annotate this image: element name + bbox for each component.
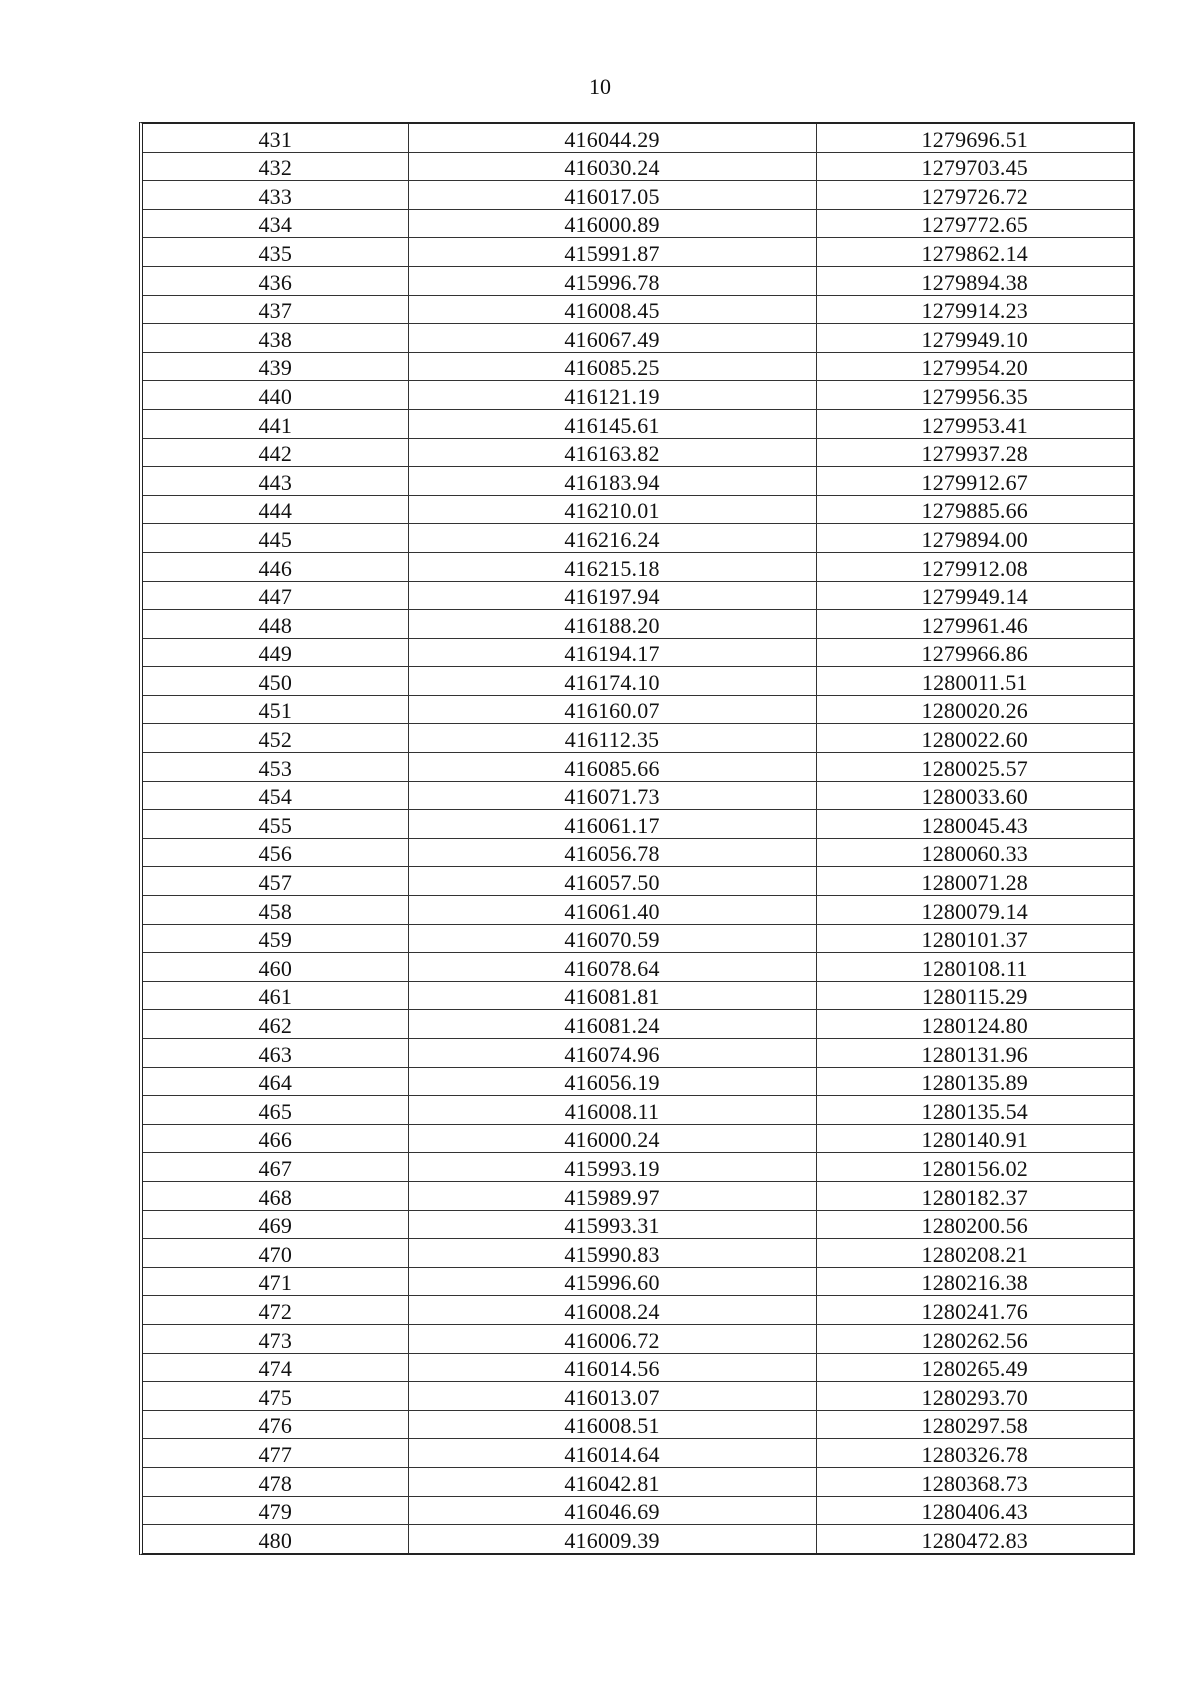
point-number-cell: 465: [143, 1096, 408, 1125]
table-row: [143, 667, 1133, 696]
point-number-cell: 462: [143, 1010, 408, 1039]
y-coordinate-cell: 1279862.14: [816, 238, 1133, 267]
y-coordinate-cell: 1280011.51: [816, 667, 1133, 696]
point-number-cell: 478: [143, 1467, 408, 1496]
y-coordinate-cell: 1279966.86: [816, 638, 1133, 667]
x-coordinate-cell: 416067.49: [408, 324, 816, 353]
table-row: [143, 1353, 1133, 1382]
table-row: [143, 953, 1133, 982]
x-coordinate-cell: 416009.39: [408, 1525, 816, 1553]
table-row: [143, 324, 1133, 353]
x-coordinate-cell: 416008.24: [408, 1296, 816, 1325]
y-coordinate-cell: 1280135.54: [816, 1096, 1133, 1125]
table-row: [143, 1096, 1133, 1125]
table-row: [143, 981, 1133, 1010]
point-number-cell: 447: [143, 581, 408, 610]
y-coordinate-cell: 1280265.49: [816, 1353, 1133, 1382]
x-coordinate-cell: 415993.19: [408, 1153, 816, 1182]
y-coordinate-cell: 1280124.80: [816, 1010, 1133, 1039]
point-number-cell: 461: [143, 981, 408, 1010]
x-coordinate-cell: 416216.24: [408, 524, 816, 553]
table-row: [143, 238, 1133, 267]
x-coordinate-cell: 416014.56: [408, 1353, 816, 1382]
point-number-cell: 464: [143, 1067, 408, 1096]
y-coordinate-cell: 1280241.76: [816, 1296, 1133, 1325]
x-coordinate-cell: 416160.07: [408, 695, 816, 724]
point-number-cell: 449: [143, 638, 408, 667]
table-row: [143, 1296, 1133, 1325]
point-number-cell: 434: [143, 209, 408, 238]
table-row: [143, 1039, 1133, 1068]
table-row: [143, 1267, 1133, 1296]
point-number-cell: 448: [143, 610, 408, 639]
table-row: [143, 352, 1133, 381]
coordinate-table-body: [143, 124, 1133, 1553]
point-number-cell: 442: [143, 438, 408, 467]
x-coordinate-cell: 416163.82: [408, 438, 816, 467]
table-row: [143, 1439, 1133, 1468]
y-coordinate-cell: 1279949.14: [816, 581, 1133, 610]
x-coordinate-cell: 416085.66: [408, 753, 816, 782]
x-coordinate-cell: 416121.19: [408, 381, 816, 410]
table-row: [143, 152, 1133, 181]
y-coordinate-cell: 1279894.00: [816, 524, 1133, 553]
point-number-cell: 468: [143, 1181, 408, 1210]
table-row: [143, 1124, 1133, 1153]
x-coordinate-cell: 416112.35: [408, 724, 816, 753]
point-number-cell: 450: [143, 667, 408, 696]
y-coordinate-cell: 1280326.78: [816, 1439, 1133, 1468]
x-coordinate-cell: 416006.72: [408, 1324, 816, 1353]
x-coordinate-cell: 416044.29: [408, 124, 816, 152]
point-number-cell: 479: [143, 1496, 408, 1525]
x-coordinate-cell: 416046.69: [408, 1496, 816, 1525]
y-coordinate-cell: 1280472.83: [816, 1525, 1133, 1553]
table-row: [143, 1496, 1133, 1525]
point-number-cell: 454: [143, 781, 408, 810]
table-row: [143, 495, 1133, 524]
y-coordinate-cell: 1279696.51: [816, 124, 1133, 152]
y-coordinate-cell: 1279912.08: [816, 552, 1133, 581]
y-coordinate-cell: 1279914.23: [816, 295, 1133, 324]
table-row: [143, 1410, 1133, 1439]
table-row: [143, 1067, 1133, 1096]
point-number-cell: 474: [143, 1353, 408, 1382]
x-coordinate-cell: 415996.60: [408, 1267, 816, 1296]
point-number-cell: 439: [143, 352, 408, 381]
point-number-cell: 453: [143, 753, 408, 782]
x-coordinate-cell: 416078.64: [408, 953, 816, 982]
x-coordinate-cell: 416013.07: [408, 1382, 816, 1411]
table-row: [143, 181, 1133, 210]
point-number-cell: 476: [143, 1410, 408, 1439]
x-coordinate-cell: 416008.11: [408, 1096, 816, 1125]
table-row: [143, 1181, 1133, 1210]
point-number-cell: 432: [143, 152, 408, 181]
y-coordinate-cell: 1279949.10: [816, 324, 1133, 353]
y-coordinate-cell: 1279961.46: [816, 610, 1133, 639]
point-number-cell: 440: [143, 381, 408, 410]
x-coordinate-cell: 416070.59: [408, 924, 816, 953]
table-row: [143, 409, 1133, 438]
x-coordinate-cell: 416210.01: [408, 495, 816, 524]
point-number-cell: 444: [143, 495, 408, 524]
x-coordinate-cell: 416008.45: [408, 295, 816, 324]
point-number-cell: 480: [143, 1525, 408, 1553]
y-coordinate-cell: 1280045.43: [816, 810, 1133, 839]
y-coordinate-cell: 1280156.02: [816, 1153, 1133, 1182]
point-number-cell: 456: [143, 838, 408, 867]
y-coordinate-cell: 1280208.21: [816, 1239, 1133, 1268]
point-number-cell: 466: [143, 1124, 408, 1153]
table-row: [143, 524, 1133, 553]
point-number-cell: 455: [143, 810, 408, 839]
x-coordinate-cell: 416008.51: [408, 1410, 816, 1439]
y-coordinate-cell: 1280406.43: [816, 1496, 1133, 1525]
y-coordinate-cell: 1280025.57: [816, 753, 1133, 782]
x-coordinate-cell: 416215.18: [408, 552, 816, 581]
x-coordinate-cell: 416085.25: [408, 352, 816, 381]
point-number-cell: 459: [143, 924, 408, 953]
table-row: [143, 381, 1133, 410]
table-row: [143, 838, 1133, 867]
y-coordinate-cell: 1280071.28: [816, 867, 1133, 896]
y-coordinate-cell: 1279726.72: [816, 181, 1133, 210]
table-row: [143, 467, 1133, 496]
x-coordinate-cell: 416174.10: [408, 667, 816, 696]
x-coordinate-cell: 416071.73: [408, 781, 816, 810]
table-row: [143, 610, 1133, 639]
table-row: [143, 552, 1133, 581]
table-row: [143, 581, 1133, 610]
y-coordinate-cell: 1279894.38: [816, 266, 1133, 295]
point-number-cell: 457: [143, 867, 408, 896]
point-number-cell: 471: [143, 1267, 408, 1296]
point-number-cell: 441: [143, 409, 408, 438]
table-row: [143, 695, 1133, 724]
y-coordinate-cell: 1280022.60: [816, 724, 1133, 753]
table-row: [143, 209, 1133, 238]
table-row: [143, 1324, 1133, 1353]
y-coordinate-cell: 1279885.66: [816, 495, 1133, 524]
x-coordinate-cell: 416081.81: [408, 981, 816, 1010]
y-coordinate-cell: 1280108.11: [816, 953, 1133, 982]
x-coordinate-cell: 416061.40: [408, 896, 816, 925]
y-coordinate-cell: 1280297.58: [816, 1410, 1133, 1439]
x-coordinate-cell: 415993.31: [408, 1210, 816, 1239]
y-coordinate-cell: 1279937.28: [816, 438, 1133, 467]
y-coordinate-cell: 1280079.14: [816, 896, 1133, 925]
x-coordinate-cell: 416030.24: [408, 152, 816, 181]
table-row: [143, 1153, 1133, 1182]
y-coordinate-cell: 1280182.37: [816, 1181, 1133, 1210]
x-coordinate-cell: 416194.17: [408, 638, 816, 667]
point-number-cell: 477: [143, 1439, 408, 1468]
x-coordinate-cell: 416197.94: [408, 581, 816, 610]
y-coordinate-cell: 1280060.33: [816, 838, 1133, 867]
point-number-cell: 445: [143, 524, 408, 553]
point-number-cell: 469: [143, 1210, 408, 1239]
y-coordinate-cell: 1279956.35: [816, 381, 1133, 410]
point-number-cell: 470: [143, 1239, 408, 1268]
table-row: [143, 1210, 1133, 1239]
y-coordinate-cell: 1280101.37: [816, 924, 1133, 953]
x-coordinate-cell: 416061.17: [408, 810, 816, 839]
point-number-cell: 431: [143, 124, 408, 152]
x-coordinate-cell: 416081.24: [408, 1010, 816, 1039]
y-coordinate-cell: 1280368.73: [816, 1467, 1133, 1496]
point-number-cell: 437: [143, 295, 408, 324]
x-coordinate-cell: 416188.20: [408, 610, 816, 639]
x-coordinate-cell: 416017.05: [408, 181, 816, 210]
point-number-cell: 435: [143, 238, 408, 267]
point-number-cell: 451: [143, 695, 408, 724]
x-coordinate-cell: 415996.78: [408, 266, 816, 295]
point-number-cell: 438: [143, 324, 408, 353]
y-coordinate-cell: 1279703.45: [816, 152, 1133, 181]
coordinate-table-frame: [139, 122, 1135, 1555]
table-row: [143, 810, 1133, 839]
y-coordinate-cell: 1280020.26: [816, 695, 1133, 724]
table-row: [143, 1525, 1133, 1553]
point-number-cell: 446: [143, 552, 408, 581]
point-number-cell: 463: [143, 1039, 408, 1068]
y-coordinate-cell: 1279954.20: [816, 352, 1133, 381]
point-number-cell: 458: [143, 896, 408, 925]
table-row: [143, 1239, 1133, 1268]
x-coordinate-cell: 415989.97: [408, 1181, 816, 1210]
y-coordinate-cell: 1279953.41: [816, 409, 1133, 438]
table-row: [143, 896, 1133, 925]
point-number-cell: 475: [143, 1382, 408, 1411]
point-number-cell: 433: [143, 181, 408, 210]
y-coordinate-cell: 1280200.56: [816, 1210, 1133, 1239]
x-coordinate-cell: 416014.64: [408, 1439, 816, 1468]
y-coordinate-cell: 1280140.91: [816, 1124, 1133, 1153]
table-row: [143, 867, 1133, 896]
point-number-cell: 467: [143, 1153, 408, 1182]
x-coordinate-cell: 415990.83: [408, 1239, 816, 1268]
point-number-cell: 436: [143, 266, 408, 295]
table-row: [143, 753, 1133, 782]
table-row: [143, 124, 1133, 152]
table-row: [143, 1010, 1133, 1039]
x-coordinate-cell: 416000.24: [408, 1124, 816, 1153]
table-row: [143, 638, 1133, 667]
x-coordinate-cell: 415991.87: [408, 238, 816, 267]
table-row: [143, 724, 1133, 753]
table-row: [143, 438, 1133, 467]
x-coordinate-cell: 416056.78: [408, 838, 816, 867]
table-row: [143, 266, 1133, 295]
x-coordinate-cell: 416074.96: [408, 1039, 816, 1068]
x-coordinate-cell: 416042.81: [408, 1467, 816, 1496]
point-number-cell: 443: [143, 467, 408, 496]
point-number-cell: 473: [143, 1324, 408, 1353]
x-coordinate-cell: 416145.61: [408, 409, 816, 438]
x-coordinate-cell: 416183.94: [408, 467, 816, 496]
y-coordinate-cell: 1280131.96: [816, 1039, 1133, 1068]
x-coordinate-cell: 416056.19: [408, 1067, 816, 1096]
point-number-cell: 472: [143, 1296, 408, 1325]
page-number: 10: [589, 74, 611, 99]
coordinate-table: [143, 124, 1133, 1553]
table-row: [143, 1467, 1133, 1496]
table-row: [143, 295, 1133, 324]
x-coordinate-cell: 416000.89: [408, 209, 816, 238]
y-coordinate-cell: 1280135.89: [816, 1067, 1133, 1096]
y-coordinate-cell: 1280262.56: [816, 1324, 1133, 1353]
point-number-cell: 460: [143, 953, 408, 982]
x-coordinate-cell: 416057.50: [408, 867, 816, 896]
y-coordinate-cell: 1280033.60: [816, 781, 1133, 810]
table-row: [143, 924, 1133, 953]
y-coordinate-cell: 1280293.70: [816, 1382, 1133, 1411]
table-row: [143, 1382, 1133, 1411]
y-coordinate-cell: 1279772.65: [816, 209, 1133, 238]
y-coordinate-cell: 1280216.38: [816, 1267, 1133, 1296]
table-row: [143, 781, 1133, 810]
point-number-cell: 452: [143, 724, 408, 753]
y-coordinate-cell: 1279912.67: [816, 467, 1133, 496]
y-coordinate-cell: 1280115.29: [816, 981, 1133, 1010]
